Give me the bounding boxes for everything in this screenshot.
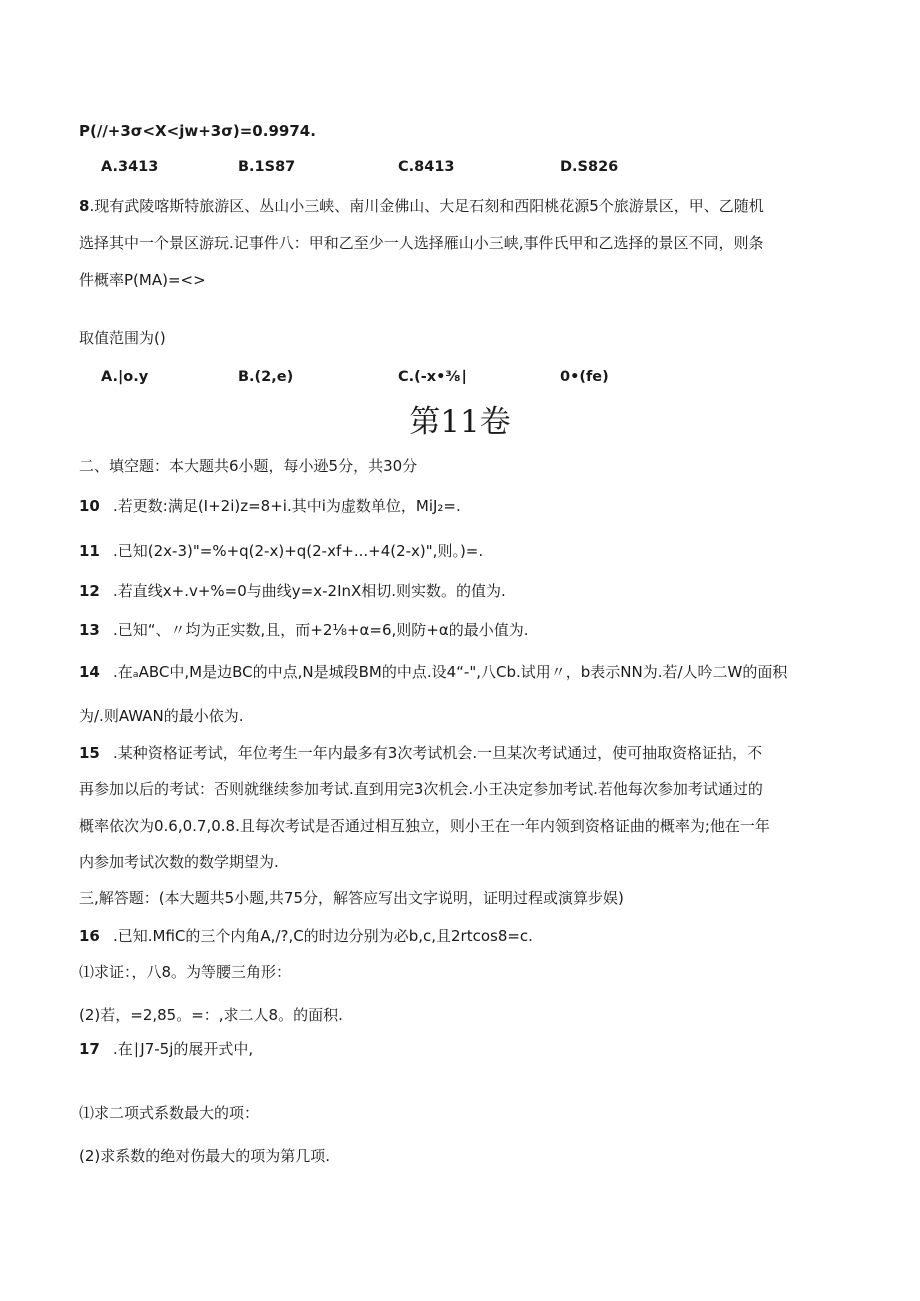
question-text: .已知“、〃均为正实数,且，而+2⅛+α=6,则防+α的最小值为. — [113, 621, 529, 639]
question-14 — [79, 662, 787, 682]
probability-formula: P(∕∕+3σ<X<jw+3σ)=0.9974. — [79, 122, 316, 140]
fill-in-header: 二、填空题：本大题共6小题，每小逊5分，共30分 — [79, 457, 418, 475]
option-c: C.8413 — [398, 159, 455, 175]
question-text: .已知.MfiC的三个内角A,∕?,C的时边分别为必b,c,且2rtcos8=c. — [113, 927, 533, 945]
option-b: B.1S87 — [238, 159, 296, 175]
question-16-part-2: (2)若，=2,85。=：,求二人8。的面积. — [79, 1006, 343, 1024]
question-14-continued: 为/.则AWAN的最小依为. — [79, 707, 244, 725]
question-11 — [79, 541, 483, 561]
question-text: .若更数:满足(I+2i)z=8+i.其中i为虚数单位，MiJ₂=. — [113, 497, 461, 515]
question-number: 12 — [79, 582, 100, 600]
option-a: A.3413 — [101, 159, 159, 175]
question-9-text: 取值范围为() — [79, 329, 166, 347]
question-number: 14 — [79, 663, 100, 681]
question-17-part-2: (2)求系数的绝对伤最大的项为第几项. — [79, 1147, 331, 1165]
option-d: 0•(fe) — [560, 369, 609, 385]
question-16-part-1: ⑴求证：，八8。为等腰三角形： — [79, 963, 292, 981]
question-17 — [79, 1039, 253, 1059]
question-number: 8 — [79, 197, 90, 215]
question-15-line-2: 再参加以后的考试：否则就继续参加考试.直到用完3次机会.小王决定参加考试.若他每次参加考试通过的 — [79, 780, 763, 798]
question-number: 10 — [79, 497, 100, 515]
question-15-line-4: 内参加考试次数的数学期望为. — [79, 853, 279, 871]
question-text: .在ₐABC中,M是边BC的中点,N是城段BM的中点.设4“-",八Cb.试用〃，b表示NN为.若/人吟二W的面积 — [113, 663, 788, 681]
question-10 — [79, 496, 461, 516]
question-8-line-2: 选择其中一个景区游玩.记事件八：甲和乙至少一人选择雁山小三峡,事件氏甲和乙选择的景区不同，则条 — [79, 234, 764, 252]
option-a: A.|o.y — [101, 369, 149, 385]
question-15-line-3: 概率依次为0.6,0.7,0.8.且每次考试是否通过相互独立，则小王在一年内领到资格证曲的概率为;他在一年 — [79, 817, 770, 835]
question-number: 17 — [79, 1040, 100, 1058]
question-text: .在∣J7-5j的展开式中, — [113, 1040, 254, 1058]
question-13 — [79, 620, 529, 640]
question-12 — [79, 581, 506, 601]
section-title: 第11卷 — [409, 404, 511, 440]
option-c: C.(-ⅹ•⅜∣ — [398, 369, 468, 385]
question-text: .已知(2x-3)"=%+q(2-x)+q(2-xf+...+4(2-x)",则。)=. — [113, 542, 484, 560]
question-8-line-1 — [79, 196, 764, 216]
question-number: 11 — [79, 542, 100, 560]
question-text: .现有武陵喀斯特旅游区、丛山小三峡、南川金佛山、大足石刻和西阳桃花源5个旅游景区，甲、乙随机 — [89, 197, 764, 215]
question-number: 13 — [79, 621, 100, 639]
question-15-line-1 — [79, 743, 762, 763]
question-number: 16 — [79, 927, 100, 945]
question-text: .若直线x+.v+%=0与曲线y=x-2InX相切.则实数。的值为. — [113, 582, 506, 600]
question-text: .某种资格证考试，年位考生一年内最多有3次考试机会.一旦某次考试通过，使可抽取资格证拈，不 — [113, 744, 763, 762]
question-number: 15 — [79, 744, 100, 762]
option-b: B.(2,e) — [238, 369, 294, 385]
question-8-line-3: 件概率P(MA)=<> — [79, 271, 206, 289]
question-17-part-1: ⑴求二项式系数最大的项： — [79, 1104, 260, 1122]
question-16 — [79, 926, 533, 946]
solve-header: 三,解答题：(本大题共5小题,共75分，解答应写出文字说明，证明过程或演算步娱) — [79, 889, 624, 907]
option-d: D.S826 — [560, 159, 619, 175]
